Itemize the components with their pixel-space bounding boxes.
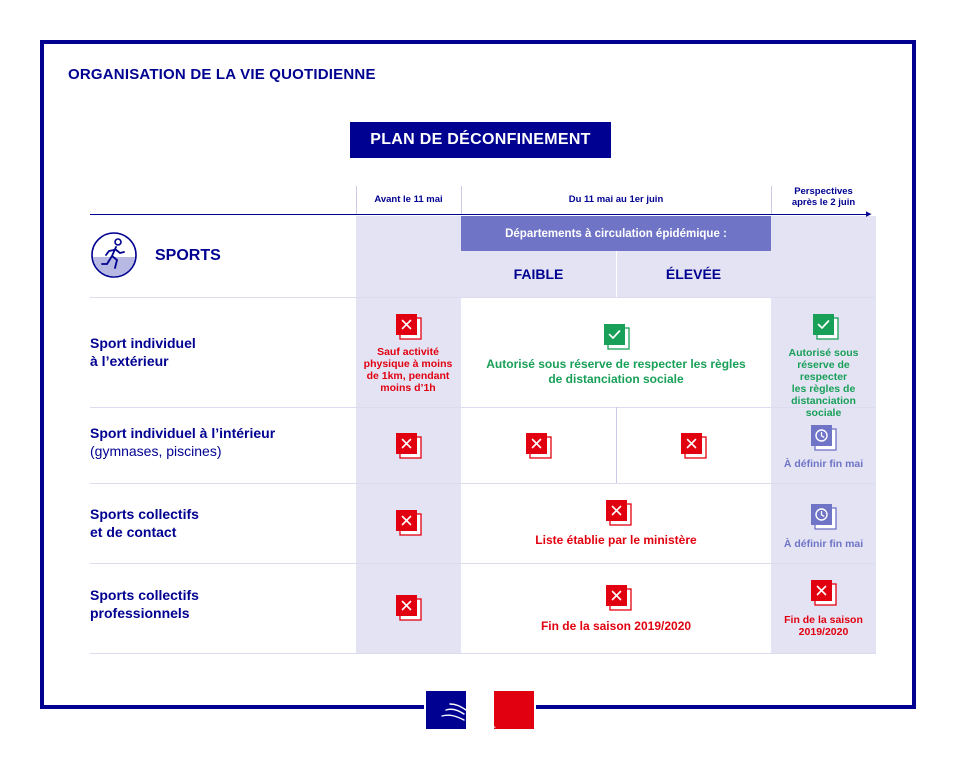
header-divider xyxy=(356,186,357,214)
column-header-after-line1: Perspectives xyxy=(794,186,853,197)
clock-icon xyxy=(810,424,838,452)
column-header-before: Avant le 11 mai xyxy=(374,194,443,205)
subheader-high: ÉLEVÉE xyxy=(665,266,722,282)
forbidden-icon xyxy=(605,584,633,612)
column-header-during: Du 11 mai au 1er juin xyxy=(568,194,664,205)
row-label-line: (gymnases, piscines) xyxy=(90,443,222,459)
allowed-check-icon xyxy=(603,323,631,351)
after-note: À définir fin mai xyxy=(783,458,864,470)
note-line: Fin de la saison xyxy=(784,614,863,626)
low-high-divider xyxy=(616,407,617,483)
note-line: les règles de xyxy=(791,383,856,395)
note-line: 2019/2020 xyxy=(798,626,849,638)
header-divider xyxy=(771,186,772,214)
row-label-line: professionnels xyxy=(90,605,190,621)
note-line: de 1km, pendant xyxy=(366,370,450,382)
note-line: Autorisé sous xyxy=(788,347,859,359)
departments-banner: Départements à circulation épidémique : xyxy=(461,216,771,251)
clock-icon xyxy=(810,503,838,531)
during-note: Fin de la saison 2019/2020 xyxy=(540,619,692,633)
note-line: de distanciation sociale xyxy=(548,372,684,386)
after-note: À définir fin mai xyxy=(783,538,864,550)
after-note xyxy=(773,347,874,419)
column-header-after-line2: après le 2 juin xyxy=(791,197,856,208)
column-header-after xyxy=(771,186,876,208)
forbidden-icon xyxy=(525,432,553,460)
note-line: moins d’1h xyxy=(380,382,436,394)
note-line: Sauf activité xyxy=(377,346,439,358)
note-line: Autorisé sous réserve de respecter les règles xyxy=(486,357,746,371)
row-label-line: à l’extérieur xyxy=(90,353,169,369)
during-note: Liste établie par le ministère xyxy=(535,533,697,547)
runner-icon xyxy=(90,231,138,279)
forbidden-icon xyxy=(395,432,423,460)
row-label-collective-professional xyxy=(90,586,199,622)
row-divider xyxy=(90,563,876,564)
forbidden-icon xyxy=(395,594,423,622)
row-label-outdoor-individual xyxy=(90,334,196,370)
timeline-arrow-head-icon: ▸ xyxy=(866,208,872,220)
row-label-indoor-individual xyxy=(90,424,275,460)
section-title-sports: SPORTS xyxy=(155,247,221,264)
timeline-arrow xyxy=(90,214,870,215)
row-divider xyxy=(90,653,876,654)
forbidden-icon xyxy=(395,509,423,537)
allowed-check-icon xyxy=(812,313,840,341)
page-header-title: ORGANISATION DE LA VIE QUOTIDIENNE xyxy=(68,66,376,83)
forbidden-icon xyxy=(810,579,838,607)
during-note xyxy=(463,357,769,387)
row-divider xyxy=(90,297,876,298)
note-line: physique à moins xyxy=(363,358,453,370)
plan-title-banner: PLAN DE DÉCONFINEMENT xyxy=(350,122,611,158)
row-divider xyxy=(90,483,876,484)
note-line: distanciation sociale xyxy=(791,395,856,419)
row-label-line: Sport individuel xyxy=(90,335,196,351)
subheader-low: FAIBLE xyxy=(513,266,564,282)
after-note xyxy=(773,614,874,638)
note-line: réserve de respecter xyxy=(797,359,850,383)
forbidden-icon xyxy=(395,313,423,341)
row-label-collective-contact xyxy=(90,505,199,541)
header-divider xyxy=(461,186,462,214)
row-label-line: Sports collectifs xyxy=(90,587,199,603)
row-label-line: Sports collectifs xyxy=(90,506,199,522)
forbidden-icon xyxy=(680,432,708,460)
row-label-line: et de contact xyxy=(90,524,177,540)
row-divider xyxy=(90,407,876,408)
republic-logo xyxy=(424,690,536,730)
before-note xyxy=(358,346,458,394)
subheader-divider xyxy=(616,251,617,297)
forbidden-icon xyxy=(605,499,633,527)
row-label-line: Sport individuel à l’intérieur xyxy=(90,425,276,441)
